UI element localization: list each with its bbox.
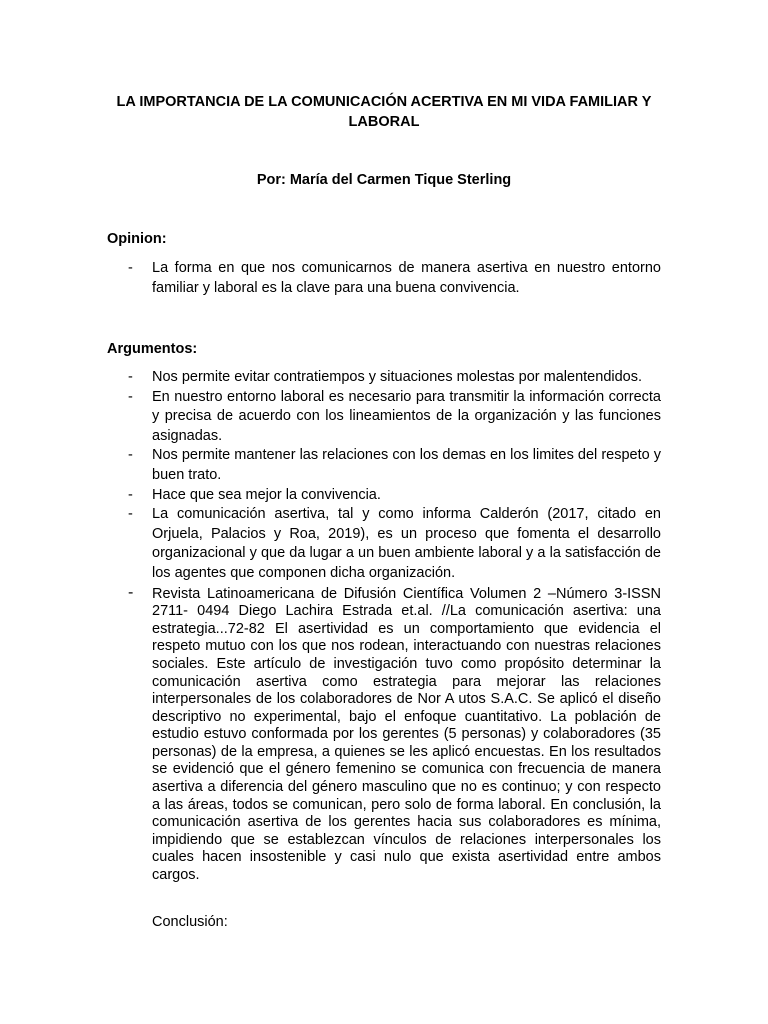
opinion-heading: Opinion: [107, 231, 167, 247]
argument-item-text: Hace que sea mejor la convivencia. [152, 486, 381, 503]
list-item [107, 388, 661, 447]
list-item [107, 583, 661, 885]
list-item [107, 486, 661, 506]
bullet-dash: - [128, 369, 133, 385]
argument-item-text: Nos permite evitar contratiempos y situaciones molestas por malentendidos. [152, 369, 643, 385]
list-item [107, 505, 661, 583]
bullet-dash: - [128, 388, 133, 405]
bullet-dash: - [128, 486, 133, 503]
opinion-item-text: La forma en que nos comunicarnos de manera asertiva en nuestro entorno familiar y laboral es la clave para una buena convivencia. [152, 260, 661, 296]
document-title: LA IMPORTANCIA DE LA COMUNICACIÓN ACERTIVA EN MI VIDA FAMILIAR Y LABORAL [116, 94, 652, 130]
list-item [107, 368, 661, 388]
argument-item-text: En nuestro entorno laboral es necesario para transmitir la información correcta y precisa de acuerdo con los lineamientos de la organización y las funciones asignadas. [152, 388, 661, 444]
bullet-dash: - [128, 506, 133, 523]
argument-item-text: La comunicación asertiva, tal y como informa Calderón (2017, citado en Orjuela, Palacios y Roa, 2019), es un proceso que fomenta el desarrollo organizacional y que da lugar a un buen ambiente laboral y a la satisfacción de los agentes que componen dicha organización. [152, 506, 661, 581]
list-item [107, 446, 661, 485]
argument-item-text: Revista Latinoamericana de Difusión Científica Volumen 2 –Número 3-ISSN 2711- 0494 Diego Lachira Estrada et.al. //La comunicación asertiva: una estrategia...72-82 El asertividad es un comportamiento que evidencia el respeto mutuo con los que nos rodean, interactuando con nuestras relaciones sociales. Este artículo de investigación tuvo como propósito determinar la comunicación asertiva como estrategia para mejorar las relaciones interpersonales de los colaboradores de Nor A utos S.A.C. Se aplicó el diseño descriptivo no experimental, bajo el enfoque cuantitativo. La población de estudio estuvo conformada por los gerentes (5 personas) y colaboradores (35 personas) de la empresa, a quienes se les aplicó encuestas. En los resultados se evidenció que el género femenino se comunica con frecuencia de manera asertiva a diferencia del género masculino que no es continuo; y con respecto a las áreas, todos se comunican, pero solo de forma laboral. En conclusión, la comunicación asertiva de los gerentes hacia sus colaboradores es mínima, impidiendo que se establezcan vínculos de relaciones interpersonales los cuales hacen insostenible y casi nulo que exista asertividad entre ambos cargos. [152, 585, 661, 884]
conclusion-label: Conclusión: [152, 914, 228, 930]
bullet-dash: - [128, 583, 134, 601]
bullet-dash: - [128, 447, 133, 464]
author-line: Por: María del Carmen Tique Sterling [256, 172, 512, 188]
arguments-heading: Argumentos: [107, 341, 198, 357]
bullet-dash: - [128, 260, 133, 276]
list-item [107, 259, 661, 298]
argument-item-text: Nos permite mantener las relaciones con los demas en los limites del respeto y buen trato. [152, 447, 661, 483]
opinion-list [107, 259, 661, 298]
arguments-list [107, 368, 661, 885]
